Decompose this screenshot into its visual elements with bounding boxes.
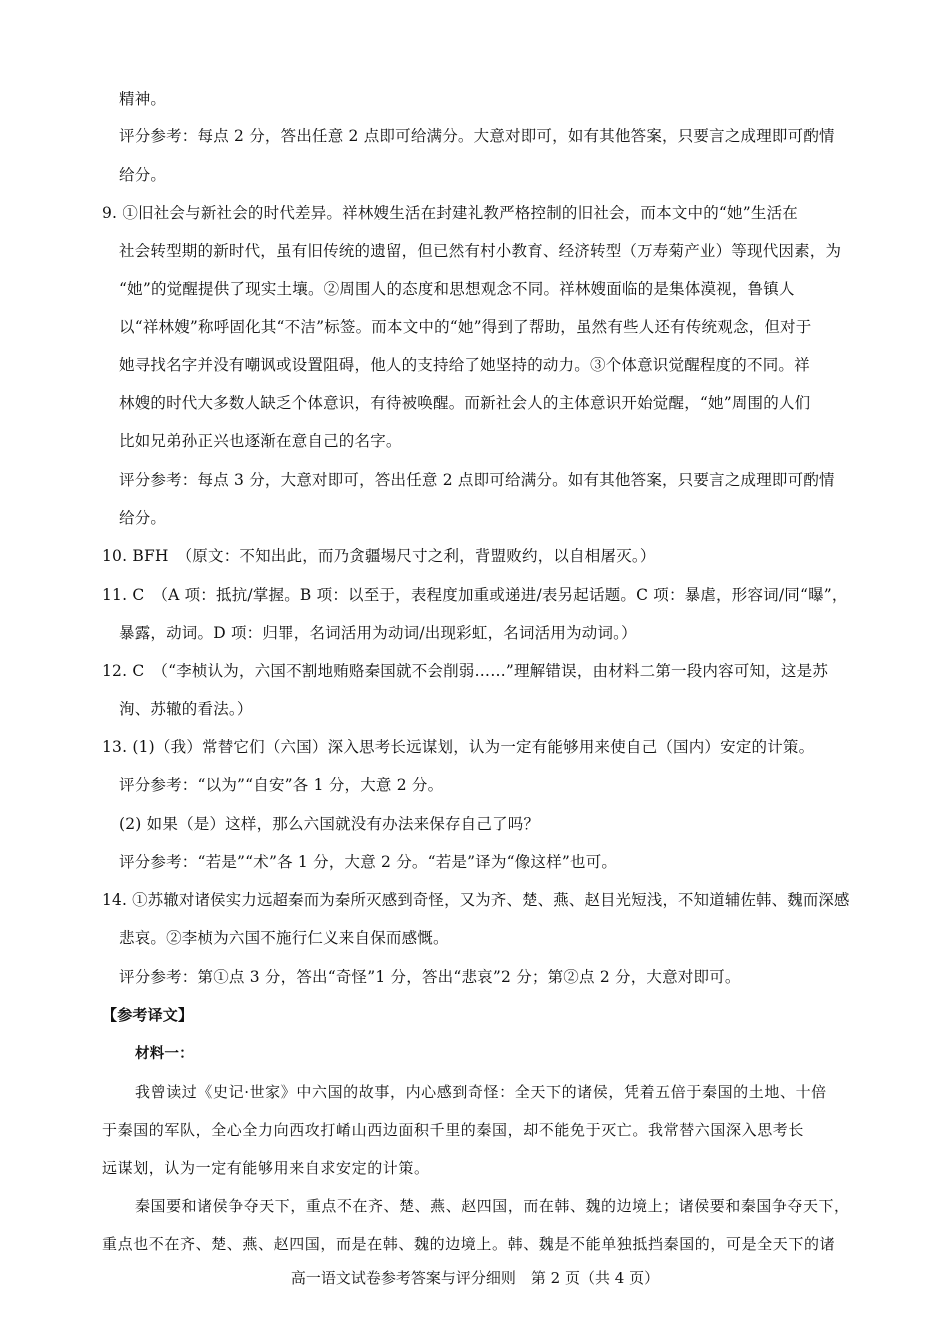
text-line: 14. ①苏辙对诸侯实力远超秦而为秦所灭感到奇怪，又为齐、楚、燕、赵目光短浅，不知道辅佐韩、魏而深感 <box>102 891 850 909</box>
text-line: 给分。 <box>119 509 167 527</box>
text-line: 于秦国的军队，全心全力向西攻打崤山西边面积千里的秦国，却不能免于灭亡。我常替六国深入思考长 <box>102 1121 805 1139</box>
text-line: 悲哀。②李桢为六国不施行仁义来自保而感慨。 <box>119 929 449 947</box>
text-line: (2) 如果（是）这样，那么六国就没有办法来保存自己了吗？ <box>119 815 540 833</box>
text-line: 给分。 <box>119 166 167 184</box>
text-line: 评分参考：“以为”“自安”各 1 分，大意 2 分。 <box>119 776 444 794</box>
text-line: 以“祥林嫂”称呼固化其“不洁”标签。而本文中的“她”得到了帮助，虽然有些人还有传统观念，但对于 <box>119 318 812 336</box>
text-line: 12. C （“李桢认为，六国不割地贿赂秦国就不会削弱……”理解错误，由材料二第一段内容可知，这是苏 <box>102 662 829 680</box>
material-title: 材料一： <box>135 1046 194 1062</box>
text-line: 评分参考：每点 3 分，大意对即可，答出任意 2 点即可给满分。如有其他答案，只要言之成理即可酌情 <box>119 471 835 489</box>
text-line: 重点也不在齐、楚、燕、赵四国，而是在韩、魏的边境上。韩、魏是不能单独抵挡秦国的，可是全天下的诸 <box>102 1235 836 1253</box>
text-line: 秦国要和诸侯争夺天下，重点不在齐、楚、燕、赵四国，而在韩、魏的边境上；诸侯要和秦国争夺天下， <box>135 1197 850 1215</box>
text-line: 她寻找名字并没有嘲讽或设置阻碍，他人的支持给了她坚持的动力。③个体意识觉醒程度的不同。祥 <box>119 356 810 374</box>
text-line: 评分参考：第①点 3 分，答出“奇怪”1 分，答出“悲哀”2 分；第②点 2 分，大意对即可。 <box>119 968 741 986</box>
text-line: 暴露，动词。D 项：归罪，名词活用为动词/出现彩虹，名词活用为动词。） <box>119 624 637 642</box>
text-line: 我曾读过《史记·世家》中六国的故事，内心感到奇怪：全天下的诸侯，凭着五倍于秦国的土地、十倍 <box>135 1083 827 1101</box>
text-line: 11. C （A 项：抵抗/掌握。B 项：以至于，表程度加重或递进/表另起话题。C 项：暴虐，形容词/同“曝”， <box>102 586 848 604</box>
text-line: 远谋划，认为一定有能够用来自求安定的计策。 <box>102 1159 430 1177</box>
section-heading: 【参考译文】 <box>102 1006 194 1024</box>
text-line: 13. (1)（我）常替它们（六国）深入思考长远谋划，认为一定有能够用来使自己（国内）安定的计策。 <box>102 738 815 756</box>
text-line: 精神。 <box>119 90 167 108</box>
text-line: 10. BFH （原文：不知出此，而乃贪疆埸尺寸之利，背盟败约，以自相屠灭。） <box>102 547 656 565</box>
text-line: 评分参考：每点 2 分，答出任意 2 点即可给满分。大意对即可，如有其他答案，只要言之成理即可酌情 <box>119 127 835 145</box>
text-line: 洵、苏辙的看法。） <box>119 700 253 718</box>
text-line: 比如兄弟孙正兴也逐渐在意自己的名字。 <box>119 432 402 450</box>
page-footer: 高一语文试卷参考答案与评分细则 第 2 页（共 4 页） <box>290 1269 660 1287</box>
text-line: 社会转型期的新时代，虽有旧传统的遗留，但已然有村小教育、经济转型（万寿菊产业）等现代因素，为 <box>119 242 842 260</box>
text-line: “她”的觉醒提供了现实土壤。②周围人的态度和思想观念不同。祥林嫂面临的是集体漠视，鲁镇人 <box>119 280 795 298</box>
text-line: 林嫂的时代大多数人缺乏个体意识，有待被唤醒。而新社会人的主体意识开始觉醒，“她”周围的人们 <box>119 394 811 412</box>
text-line: 评分参考：“若是”“术”各 1 分，大意 2 分。“若是”译为“像这样”也可。 <box>119 853 618 871</box>
text-line: 9. ①旧社会与新社会的时代差异。祥林嫂生活在封建礼教严格控制的旧社会，而本文中的“她”生活在 <box>102 204 798 222</box>
